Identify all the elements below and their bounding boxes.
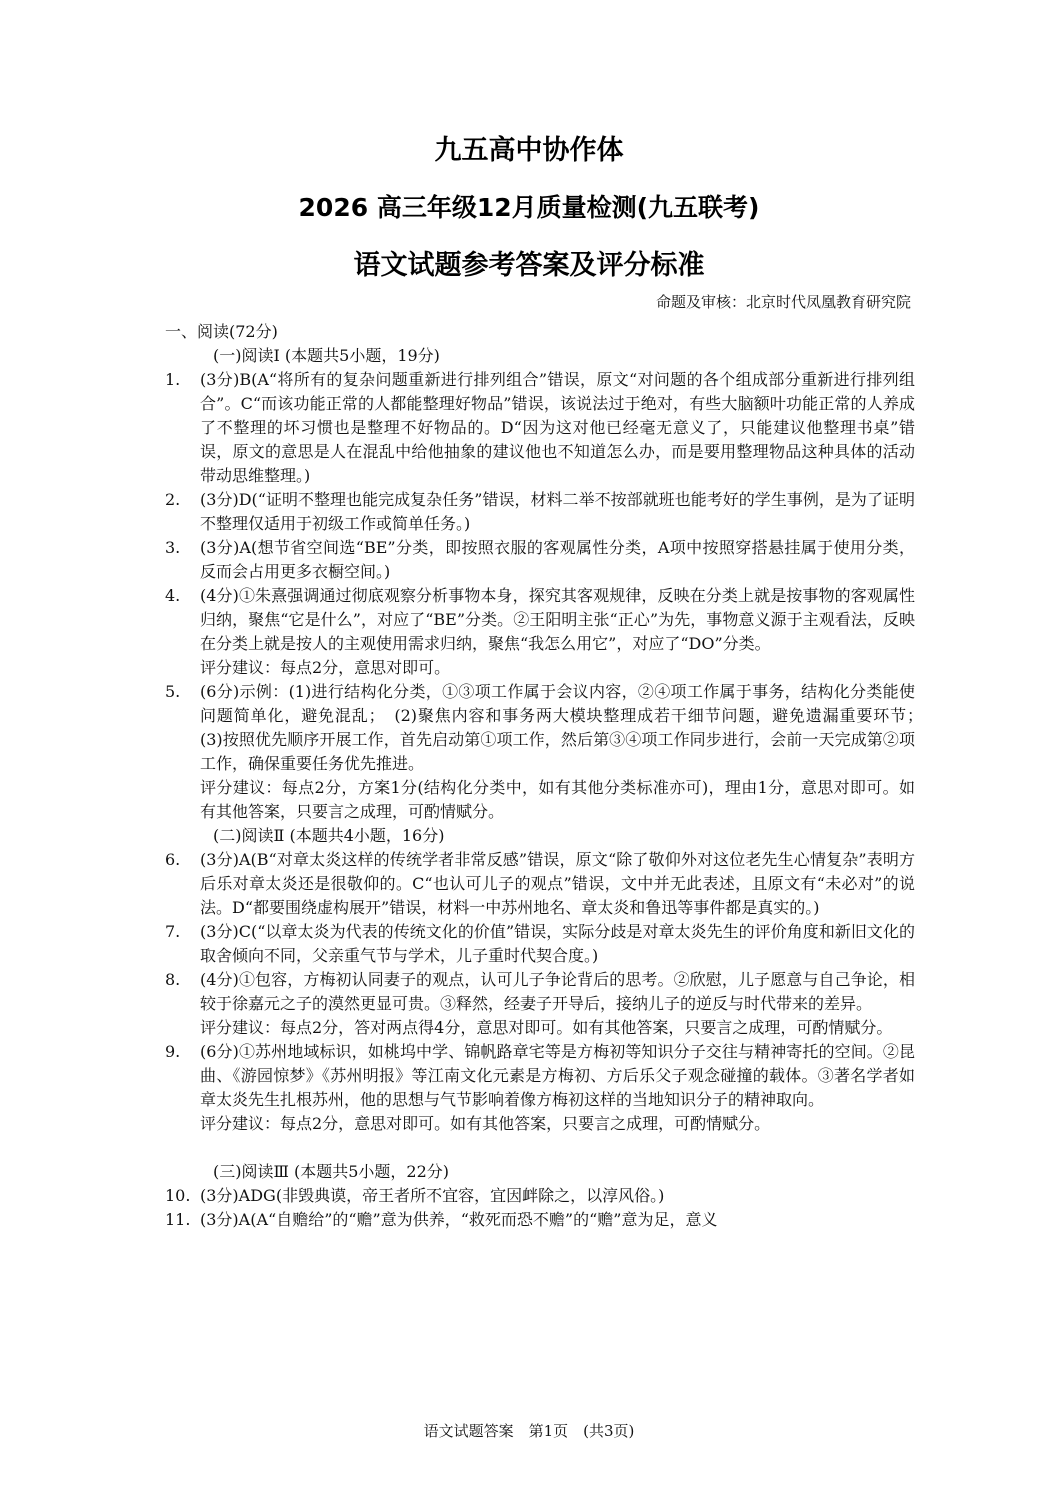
item-text: (6分)示例：(1)进行结构化分类，①③项工作属于会议内容，②④项工作属于事务，结构化分类能使问题简单化，避免混乱； (2)聚焦内容和事务两大模块整理成若干细节问题，避免遗漏重要环节； (3)按照优先顺序开展工作，首先启动第①项工作，然后第③④项工作同步进行，会前一天完成第②项工作，确保重要任务优先推进。 [200, 682, 932, 773]
item-number: 8. [165, 970, 181, 989]
item-number: 1. [165, 370, 181, 389]
subsection-heading-2: (二)阅读Ⅱ (本题共4小题，16分) [213, 826, 445, 845]
item-text: (4分)①包容，方梅初认同妻子的观点，认可儿子争论背后的思考。②欣慰，儿子愿意与自己争论，相较于徐嘉元之子的漠然更显可贵。③释然，经妻子开导后，接纳儿子的逆反与时代带来的差异。 [200, 970, 915, 1013]
answer-item-8 [165, 968, 915, 1016]
scoring-note-4: 评分建议：每点2分，意思对即可。 [200, 658, 451, 677]
scoring-note-8: 评分建议：每点2分，答对两点得4分，意思对即可。如有其他答案，只要言之成理，可酌情赋分。 [200, 1018, 893, 1037]
item-text: (3分)A(想节省空间选“BE”分类，即按照衣服的客观属性分类，A项中按照穿搭悬挂属于使用分类，反而会占用更多衣橱空间。) [200, 538, 915, 581]
item-text: (4分)①朱熹强调通过彻底观察分析事物本身，探究其客观规律，反映在分类上就是按事物的客观属性归纳，聚焦“它是什么”，对应了“BE”分类。②王阳明主张“正心”为先，事物意义源于主观看法，反映在分类上就是按人的主观使用需求归纳，聚焦“我怎么用它”，对应了“DO”分类。 [200, 586, 915, 653]
item-text: (3分)D(“证明不整理也能完成复杂任务”错误，材料二举不按部就班也能考好的学生事例，是为了证明不整理仅适用于初级工作或简单任务。) [200, 490, 915, 533]
answer-item-6 [165, 848, 915, 920]
answer-content [165, 320, 932, 1232]
item-text: (3分)ADG(非毁典谟，帝王者所不宜容，宜因衅除之，以淳风俗。) [200, 1186, 665, 1205]
item-number: 11. [165, 1210, 191, 1229]
item-text: (3分)C(“以章太炎为代表的传统文化的价值”错误，实际分歧是对章太炎先生的评价角度和新旧文化的取舍倾向不同，父亲重气节与学术，儿子重时代契合度。) [200, 922, 915, 965]
answer-item-11 [165, 1208, 915, 1232]
title-institution: 九五高中协作体 [434, 135, 624, 166]
page-footer: 语文试题答案 第1页 (共3页) [423, 1422, 635, 1440]
scoring-note-9: 评分建议：每点2分，意思对即可。如有其他答案，只要言之成理，可酌情赋分。 [200, 1114, 771, 1133]
author-line: 命题及审核：北京时代凤凰教育研究院 [655, 293, 911, 311]
subsection-heading-1: (一)阅读Ⅰ (本题共5小题，19分) [213, 346, 440, 365]
item-text: (3分)A(B“对章太炎这样的传统学者非常反感”错误，原文“除了敬仰外对这位老先生心情复杂”表明方后乐对章太炎还是很敬仰的。C“也认可儿子的观点”错误，文中并无此表述，且原文有“未必对”的说法。D“都要围绕虚构展开”错误，材料一中苏州地名、章太炎和鲁迅等事件都是真实的。) [200, 850, 915, 917]
item-number: 7. [165, 922, 181, 941]
item-number: 4. [165, 586, 181, 605]
item-number: 6. [165, 850, 181, 869]
item-number: 3. [165, 538, 181, 557]
item-number: 2. [165, 490, 181, 509]
scoring-note-5: 评分建议：每点2分，方案1分(结构化分类中，如有其他分类标准亦可)，理由1分，意思对即可。如有其他答案，只要言之成理，可酌情赋分。 [200, 778, 915, 821]
item-text: (3分)A(A“自赡给”的“赡”意为供养，“救死而恐不赡”的“赡”意为足，意义 [200, 1210, 718, 1229]
item-number: 10. [165, 1186, 191, 1205]
answer-item-1 [165, 368, 915, 488]
subsection-heading-3: (三)阅读Ⅲ (本题共5小题，22分) [213, 1162, 450, 1181]
answer-item-7 [165, 920, 915, 968]
answer-item-4 [165, 584, 915, 656]
answer-item-10 [165, 1184, 915, 1208]
title-document: 语文试题参考答案及评分标准 [353, 250, 705, 281]
section-heading: 一、阅读(72分) [165, 322, 278, 341]
item-number: 9. [165, 1042, 181, 1061]
answer-item-2 [165, 488, 915, 536]
item-text: (3分)B(A“将所有的复杂问题重新进行排列组合”错误，原文“对问题的各个组成部分重新进行排列组合”。C“而该功能正常的人都能整理好物品”错误，该说法过于绝对，有些大脑额叶功能正常的人养成了不整理的坏习惯也是整理不好物品的。D“因为这对他已经毫无意义了，只能建议他整理书桌”错误，原文的意思是人在混乱中给他抽象的建议他也不知道怎么办，而是要用整理物品这种具体的活动带动思维整理。) [200, 370, 915, 485]
title-exam: 2026 高三年级12月质量检测(九五联考) [298, 193, 760, 222]
answer-item-5 [165, 680, 932, 776]
item-number: 5. [165, 682, 181, 701]
answer-item-3 [165, 536, 915, 584]
spacer [165, 1136, 915, 1160]
item-text: (6分)①苏州地域标识，如桃坞中学、锦帆路章宅等是方梅初等知识分子交往与精神寄托的空间。②昆曲、《游园惊梦》《苏州明报》等江南文化元素是方梅初、方后乐父子观念碰撞的载体。③著名学者如章太炎先生扎根苏州，他的思想与气节影响着像方梅初这样的当地知识分子的精神取向。 [200, 1042, 915, 1109]
answer-item-9 [165, 1040, 915, 1112]
